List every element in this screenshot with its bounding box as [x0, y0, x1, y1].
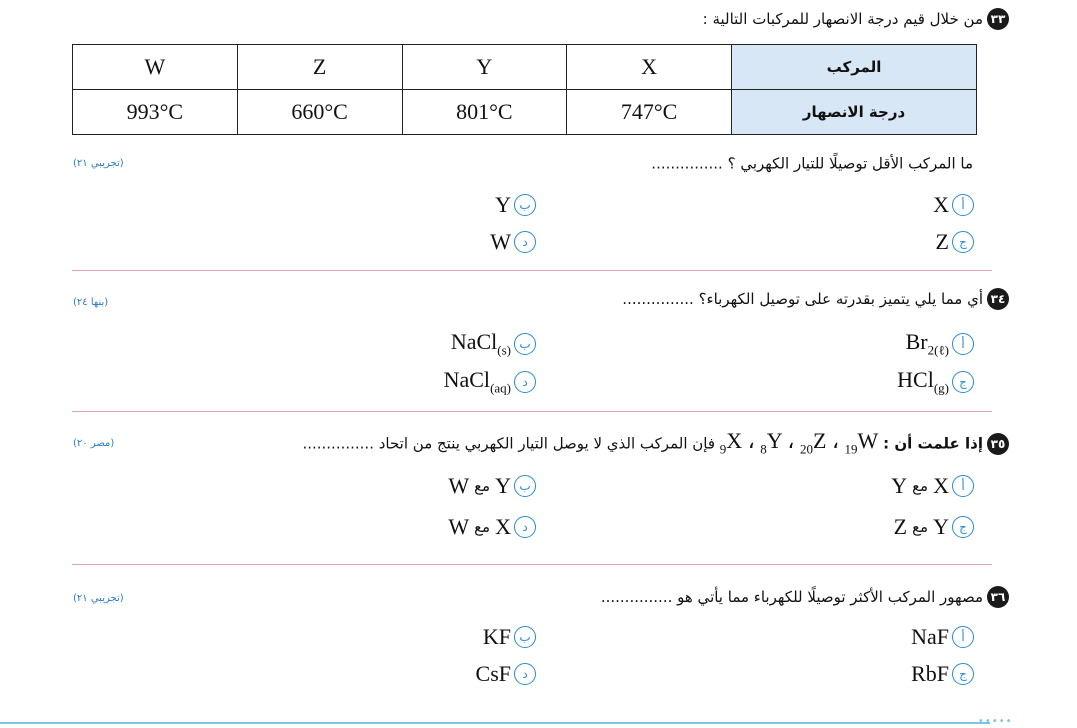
q33-number: ٣٣: [987, 8, 1009, 30]
element-symbol: X: [726, 428, 743, 453]
page-footer-line: [0, 722, 990, 724]
option-value: W: [490, 229, 511, 254]
q36-option-d[interactable]: [476, 661, 536, 687]
melting-cell: 801°C: [402, 90, 567, 135]
header-melting-point: درجة الانصهار: [732, 90, 977, 135]
q35-number: ٣٥: [987, 433, 1009, 455]
option-letter: د: [514, 371, 536, 393]
q33-question: [651, 154, 973, 173]
with-word: مع: [912, 477, 929, 495]
option-value: NaF: [911, 624, 949, 649]
q36-option-b[interactable]: [483, 624, 536, 650]
option-letter: ب: [514, 194, 536, 216]
formula-base: NaCl: [450, 329, 498, 355]
atomic-number: 20: [799, 441, 813, 457]
table-row-melting: [73, 90, 977, 135]
q33-option-a[interactable]: [933, 192, 974, 218]
option-letter: ب: [514, 475, 536, 497]
formula-state: 2(ℓ): [927, 342, 949, 358]
divider: [72, 270, 992, 271]
option-letter: أ: [952, 475, 974, 497]
formula-base: Br: [905, 329, 928, 355]
q35-element-list: $_9$X ، $_8$Y ، $_{20}$Z ، $_{19}$W: [719, 428, 879, 457]
pair-second: W: [448, 514, 470, 539]
element-symbol: Z: [812, 428, 827, 453]
formula-base: HCl: [897, 367, 934, 393]
divider: [72, 411, 992, 412]
q33-text: من خلال قيم درجة الانصهار للمركبات التالية :: [702, 10, 983, 28]
pair-second: W: [448, 473, 470, 498]
option-formula: [451, 329, 511, 358]
option-pair: [894, 514, 949, 540]
formula-state: (g): [933, 380, 949, 396]
q36-heading: [601, 586, 1009, 608]
pair-second: Y: [891, 473, 908, 498]
option-value: X: [933, 192, 949, 217]
option-letter: أ: [952, 194, 974, 216]
formula-base: NaCl: [443, 367, 491, 393]
q34-option-c[interactable]: [897, 369, 974, 395]
option-value: Z: [935, 229, 949, 254]
melting-cell: 660°C: [237, 90, 402, 135]
q34-text: أي مما يلي يتميز بقدرته على توصيل الكهرباء؟ ...............: [622, 290, 983, 308]
q33-source: (تجريبي ٢١): [73, 158, 124, 169]
q33-heading: [703, 8, 1009, 30]
q34-option-b[interactable]: [451, 331, 536, 357]
with-word: مع: [912, 518, 929, 536]
option-letter: أ: [952, 333, 974, 355]
formula-state: (s): [497, 342, 511, 358]
q34-heading: [622, 288, 1009, 310]
pair-first: Y: [495, 473, 511, 498]
option-letter: د: [514, 663, 536, 685]
pair-first: X: [933, 473, 949, 498]
element-symbol: Y: [766, 428, 782, 453]
option-formula: [444, 367, 511, 396]
table-row-compounds: [73, 45, 977, 90]
header-compound: المركب: [732, 45, 977, 90]
element-symbol: W: [857, 428, 879, 453]
option-pair: [448, 473, 511, 499]
q35-option-b[interactable]: [448, 473, 536, 499]
atomic-number: 9: [719, 441, 727, 457]
pair-first: Y: [933, 514, 949, 539]
atomic-number: 19: [844, 441, 858, 457]
q35-option-d[interactable]: [448, 514, 536, 540]
melting-cell: 993°C: [73, 90, 238, 135]
q36-option-a[interactable]: [911, 624, 974, 650]
option-pair: [891, 473, 949, 499]
q33-option-b[interactable]: [495, 192, 536, 218]
with-word: مع: [474, 518, 491, 536]
compound-cell: Y: [402, 45, 567, 90]
q36-text: مصهور المركب الأكثر توصيلًا للكهرباء مما يأتي هو ...............: [600, 588, 983, 606]
q36-number: ٣٦: [987, 586, 1009, 608]
option-value: CsF: [475, 661, 511, 686]
option-letter: ب: [514, 333, 536, 355]
q36-source: (تجريبي ٢١): [73, 593, 124, 604]
option-letter: د: [514, 516, 536, 538]
q34-option-d[interactable]: [444, 369, 536, 395]
q34-source: (بنها ٢٤): [73, 297, 109, 308]
q36-option-c[interactable]: [911, 661, 974, 687]
option-letter: ج: [952, 663, 974, 685]
option-value: Y: [495, 192, 511, 217]
option-letter: ج: [952, 371, 974, 393]
option-value: KF: [482, 624, 511, 649]
melting-cell: 747°C: [567, 90, 732, 135]
option-pair: [448, 514, 511, 540]
q33-option-d[interactable]: [490, 229, 536, 255]
q35-text: فإن المركب الذي لا يوصل التيار الكهربي ينتج من اتحاد ...............: [302, 434, 716, 453]
q35-option-a[interactable]: [891, 473, 974, 499]
q33-question-text: ما المركب الأقل توصيلًا للتيار الكهربي ؟ ...............: [651, 154, 973, 173]
compound-cell: W: [73, 45, 238, 90]
q33-option-c[interactable]: [936, 229, 974, 255]
option-formula: [897, 367, 949, 396]
option-letter: أ: [952, 626, 974, 648]
formula-state: (aq): [490, 380, 511, 396]
atomic-number: 8: [760, 441, 767, 457]
option-letter: ب: [514, 626, 536, 648]
pair-second: Z: [893, 514, 908, 539]
option-formula: [906, 329, 949, 358]
option-letter: ج: [952, 231, 974, 253]
q35-lead: إذا علمت أن :: [883, 434, 983, 453]
option-letter: ج: [952, 516, 974, 538]
q35-option-c[interactable]: [894, 514, 974, 540]
pair-first: X: [495, 514, 511, 539]
compound-cell: X: [567, 45, 732, 90]
q34-option-a[interactable]: [906, 331, 974, 357]
q34-number: ٣٤: [987, 288, 1009, 310]
q35-heading: [302, 428, 1009, 457]
q35-source: (مصر ٢٠): [73, 438, 115, 449]
page-footer-dots: •••••: [978, 716, 1013, 727]
divider: [72, 564, 992, 565]
option-value: RbF: [911, 661, 949, 686]
option-letter: د: [514, 231, 536, 253]
melting-point-table: [72, 44, 977, 135]
compound-cell: Z: [237, 45, 402, 90]
with-word: مع: [474, 477, 491, 495]
